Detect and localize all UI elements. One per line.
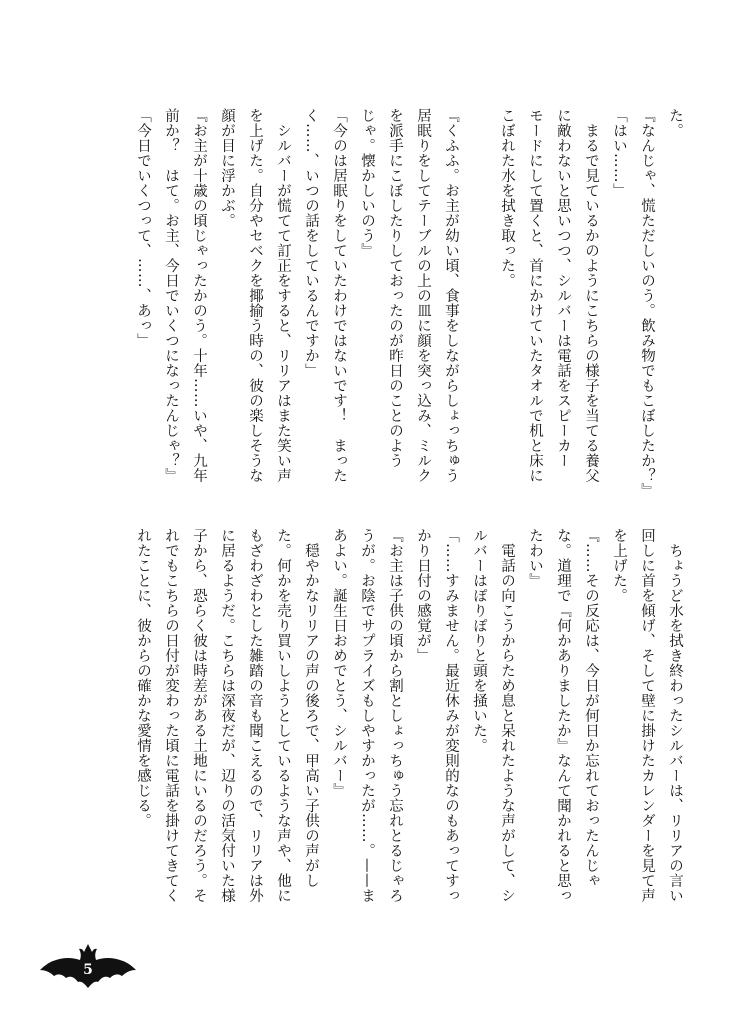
text-line: を派手にこぼしたりしておったのが昨日のことのよう — [387, 108, 403, 468]
text-line: 前か？ はて。お主、今日でいくつになったんじゃ？』 — [163, 108, 179, 483]
text-line: を上げた。自分やセベクを揶揄う時の、彼の楽しそうな — [247, 108, 263, 483]
upper-text-block — [84, 108, 689, 518]
text-line: 顔が目に浮かぶ。 — [219, 108, 235, 228]
text-line: 「今日でいくつって、……、あっ」 — [135, 108, 151, 348]
text-line: 子から、恐らく彼は時差がある土地にいるのだろう。そ — [191, 528, 207, 903]
lower-text-block — [84, 528, 689, 938]
text-line: た。 — [667, 108, 683, 138]
text-line: れでもこちらの日付が変わった頃に電話を掛けてきてく — [163, 528, 179, 903]
text-line: うが。お陰でサプライズもしやすかったが……。——ま — [359, 528, 375, 903]
text-line: こぼれた水を拭き取った。 — [499, 108, 515, 288]
text-line: た。何かを売り買いしようとしているような声や、他に — [275, 528, 291, 903]
text-line: 『なんじゃ、慌ただしいのう。飲み物でもこぼしたか？』 — [639, 108, 655, 498]
text-line: に敵わないと思いつつ、シルバーは電話をスピーカー — [555, 108, 571, 468]
text-line: 穏やかなリリアの声の後ろで、甲高い子供の声がし — [303, 528, 319, 888]
text-line: もざわざわとした雑踏の音も聞こえるので、リリアは外 — [247, 528, 263, 903]
text-line: あよい。誕生日おめでとう、シルバー』 — [331, 528, 347, 798]
text-line: ちょうど水を拭き終わったシルバーは、リリアの言い — [667, 528, 683, 903]
page-footer — [38, 936, 138, 996]
text-line: かり日付の感覚が」 — [415, 528, 431, 663]
text-line: 「……すみません。最近休みが変則的なのもあってすっ — [443, 528, 459, 903]
text-line: 居眠りをしてテーブルの上の皿に顔を突っ込み、ミルク — [415, 108, 431, 483]
text-line: ルバーはぽりぽりと頭を掻いた。 — [471, 528, 487, 753]
page-number: 5 — [83, 962, 93, 978]
text-line: に居るようだ。こちらは深夜だが、辺りの活気付いた様 — [219, 528, 235, 903]
text-line: を上げた。 — [611, 528, 627, 603]
text-line: な。道理で『何かありましたか』なんて聞かれると思っ — [555, 528, 571, 903]
text-line: 『お主は子供の頃から割としょっちゅう忘れとるじゃろ — [387, 528, 403, 903]
text-line: 回しに首を傾げ、そして壁に掛けたカレンダーを見て声 — [639, 528, 655, 903]
text-line: 『……その反応は、今日が何日か忘れておったんじゃ — [583, 528, 599, 888]
text-line: れたことに、彼からの確かな愛情を感じる。 — [135, 528, 151, 828]
text-line: じゃ。懐かしいのう』 — [359, 108, 375, 258]
text-line: モードにして置くと、首にかけていたタオルで机と床に — [527, 108, 543, 483]
text-line: 電話の向こうからため息と呆れたような声がして、シ — [499, 528, 515, 903]
text-line: 「はい……」 — [611, 108, 627, 198]
text-line: まるで見ているかのようにこちらの様子を当てる養父 — [583, 108, 599, 483]
text-line: たわい』 — [527, 528, 543, 588]
text-line: 「今のは居眠りをしていたわけではないです！ まった — [331, 108, 347, 483]
text-line: 『くふふ。お主が幼い頃、食事をしながらしょっちゅう — [443, 108, 459, 483]
text-line — [465, 108, 493, 518]
text-line: く……、いつの話をしているんですか」 — [303, 108, 319, 378]
text-line: 『お主が十歳の頃じゃったかのう。十年……いや、九年 — [191, 108, 207, 483]
text-line: シルバーが慌てて訂正をすると、リリアはまた笑い声 — [275, 108, 291, 483]
